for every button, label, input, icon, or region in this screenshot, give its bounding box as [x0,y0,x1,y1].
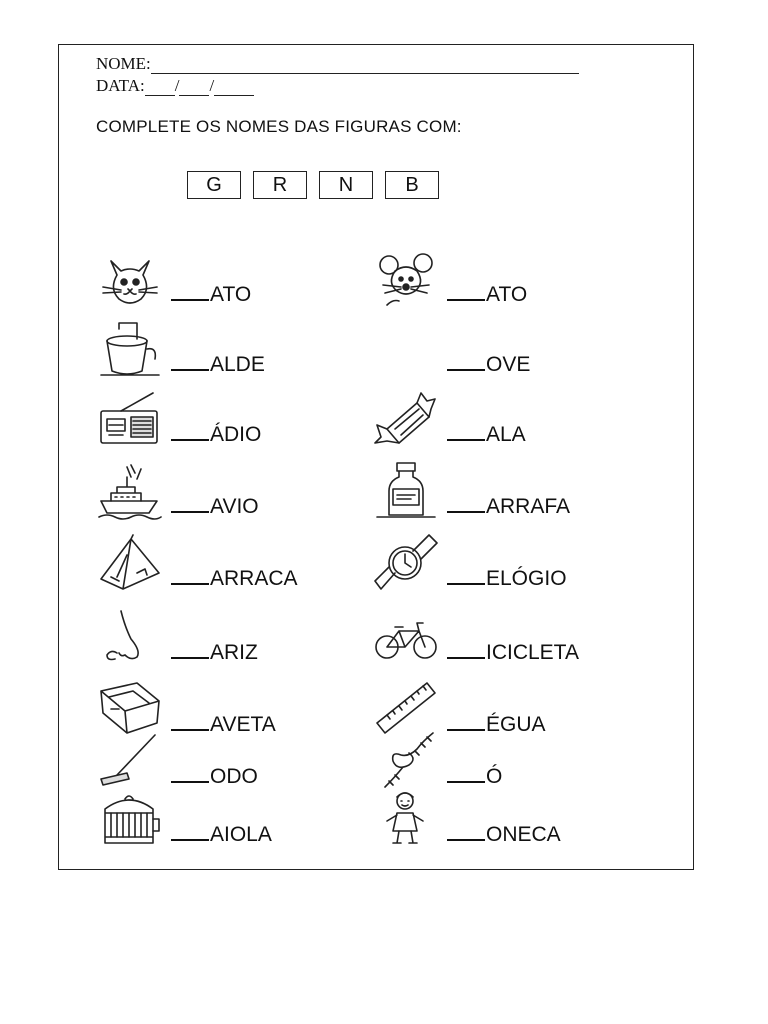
word-prompt: AIOLA [171,824,272,845]
answer-blank[interactable] [447,299,485,301]
exercise-item [97,319,265,379]
date-row [96,76,254,96]
exercise-item [97,789,272,849]
exercise-item [373,249,527,309]
answer-blank[interactable] [447,439,485,441]
answer-blank[interactable] [447,781,485,783]
radio-icon [97,389,163,449]
word-prompt: ALDE [171,354,265,375]
drawer-icon [97,679,163,739]
answer-blank[interactable] [171,657,209,659]
exercise-item [373,731,502,791]
nose-icon [97,607,163,667]
tent-icon [97,533,163,593]
word-prompt: ARRACA [171,568,298,589]
answer-blank[interactable] [171,439,209,441]
doll-icon [373,789,439,849]
letter-box-r: R [253,171,307,199]
name-label: NOME: [96,54,151,73]
word-prompt: ÉGUA [447,714,546,735]
exercise-item [97,461,259,521]
cat-icon [97,249,163,309]
word-prompt: ELÓGIO [447,568,567,589]
exercise-item [97,679,276,739]
exercise-item [373,679,546,739]
letter-box-g: G [187,171,241,199]
answer-blank[interactable] [447,369,485,371]
exercise-item [373,319,530,379]
squeegee-icon [97,731,163,791]
svg-text:9: 9 [385,321,418,379]
answer-blank[interactable] [171,511,209,513]
answer-blank[interactable] [171,299,209,301]
answer-blank[interactable] [447,839,485,841]
word-prompt: ALA [447,424,526,445]
exercise-item [373,607,579,667]
bucket-icon [97,319,163,379]
answer-blank[interactable] [171,839,209,841]
word-prompt: OVE [447,354,530,375]
exercise-item [373,789,561,849]
exercise-item [373,461,570,521]
worksheet [58,44,694,870]
date-separator: / [174,76,180,95]
wristwatch-icon [373,533,439,593]
candy-icon [373,389,439,449]
exercise-item [373,389,526,449]
letter-options [187,171,439,199]
word-prompt: ÁDIO [171,424,261,445]
word-prompt: ODO [171,766,258,787]
ship-icon [97,461,163,521]
word-prompt: ATO [171,284,251,305]
bicycle-icon [373,607,439,667]
letter-box-n: N [319,171,373,199]
exercise-item [373,533,567,593]
date-separator: / [209,76,215,95]
answer-blank[interactable] [171,781,209,783]
word-prompt: Ó [447,766,502,787]
date-day-line[interactable] [145,95,175,96]
birdcage-icon [97,789,163,849]
word-prompt: ONECA [447,824,561,845]
word-prompt: ARRAFA [447,496,570,517]
word-prompt: ARIZ [171,642,258,663]
date-month-line[interactable] [179,95,209,96]
answer-blank[interactable] [171,369,209,371]
exercise-item [97,607,258,667]
instruction-text: COMPLETE OS NOMES DAS FIGURAS COM: [96,117,462,136]
word-prompt: AVIO [171,496,259,517]
name-row [96,54,579,74]
word-prompt: ICICLETA [447,642,579,663]
word-prompt: AVETA [171,714,276,735]
date-label: DATA: [96,76,145,95]
answer-blank[interactable] [447,657,485,659]
ruler-icon [373,679,439,739]
answer-blank[interactable] [171,583,209,585]
date-year-line[interactable] [214,95,254,96]
name-field-line[interactable] [151,73,579,74]
answer-blank[interactable] [447,583,485,585]
bottle-icon [373,461,439,521]
exercise-item [97,249,251,309]
answer-blank[interactable] [447,511,485,513]
letter-box-b: B [385,171,439,199]
exercise-item [97,389,261,449]
number-nine-icon [373,319,439,379]
exercise-item [97,533,298,593]
rope-knot-icon [373,731,439,791]
mouse-icon [373,249,439,309]
word-prompt: ATO [447,284,527,305]
exercise-item [97,731,258,791]
